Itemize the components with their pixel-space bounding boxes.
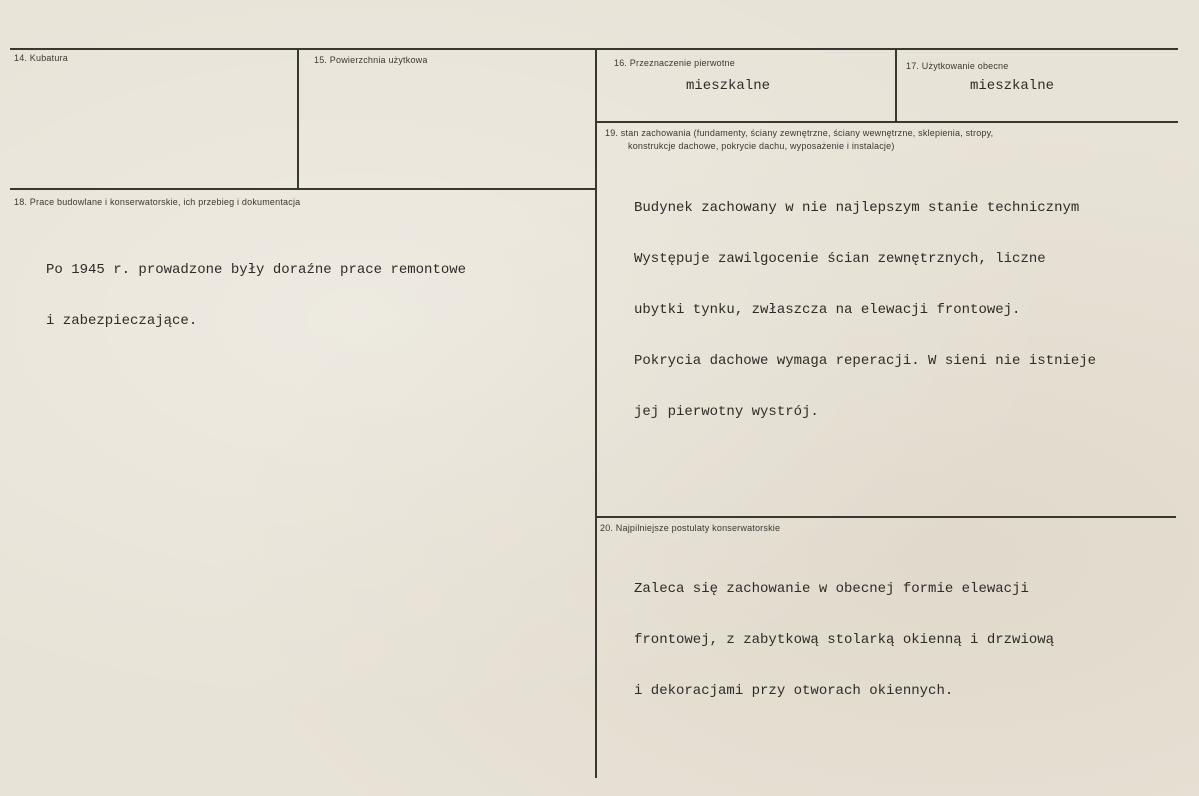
top-rule — [10, 48, 1178, 50]
rule-under-16-17 — [597, 121, 1178, 123]
rule-under-14-15 — [10, 188, 597, 190]
divider-14-15 — [297, 48, 299, 188]
field-19-label-line: 19. stan zachowania (fundamenty, ściany zewnętrzne, ściany wewnętrzne, sklepienia, stropy, — [605, 128, 994, 138]
field-19-line: ubytki tynku, zwłaszcza na elewacji frontowej. — [634, 302, 1021, 318]
field-16-value: mieszkalne — [686, 78, 771, 94]
field-19-line: jej pierwotny wystrój. — [634, 404, 819, 420]
field-19-line: Pokrycia dachowe wymaga reperacji. W sieni nie istnieje — [634, 353, 1097, 369]
field-19-text — [634, 166, 1096, 455]
field-18-line: i zabezpieczające. — [46, 313, 198, 329]
field-20-line: Zaleca się zachowanie w obecnej formie elewacji — [634, 581, 1029, 597]
field-19-label — [605, 127, 993, 153]
field-19-line: Budynek zachowany w nie najlepszym stanie technicznym — [634, 200, 1080, 216]
field-20-text — [634, 547, 1054, 734]
field-16-label: 16. Przeznaczenie pierwotne — [614, 58, 735, 68]
field-19-label-line: konstrukcje dachowe, pokrycie dachu, wyposażenie i instalacje) — [628, 141, 895, 151]
field-18-text — [46, 228, 466, 364]
divider-15-16 — [595, 48, 597, 778]
field-14-label: 14. Kubatura — [14, 53, 68, 63]
divider-16-17 — [895, 50, 897, 122]
field-18-label: 18. Prace budowlane i konserwatorskie, ich przebieg i dokumentacja — [14, 197, 301, 207]
field-19-line: Występuje zawilgocenie ścian zewnętrznych, liczne — [634, 251, 1046, 267]
field-18-line: Po 1945 r. prowadzone były doraźne prace remontowe — [46, 262, 467, 278]
field-15-label: 15. Powierzchnia użytkowa — [314, 55, 428, 65]
rule-above-20 — [597, 516, 1176, 518]
field-20-label: 20. Najpilniejsze postulaty konserwatorskie — [600, 523, 781, 533]
field-20-line: i dekoracjami przy otworach okiennych. — [634, 683, 954, 699]
field-17-value: mieszkalne — [970, 78, 1055, 94]
field-20-line: frontowej, z zabytkową stolarką okienną i drzwiową — [634, 632, 1055, 648]
field-17-label: 17. Użytkowanie obecne — [906, 61, 1009, 71]
